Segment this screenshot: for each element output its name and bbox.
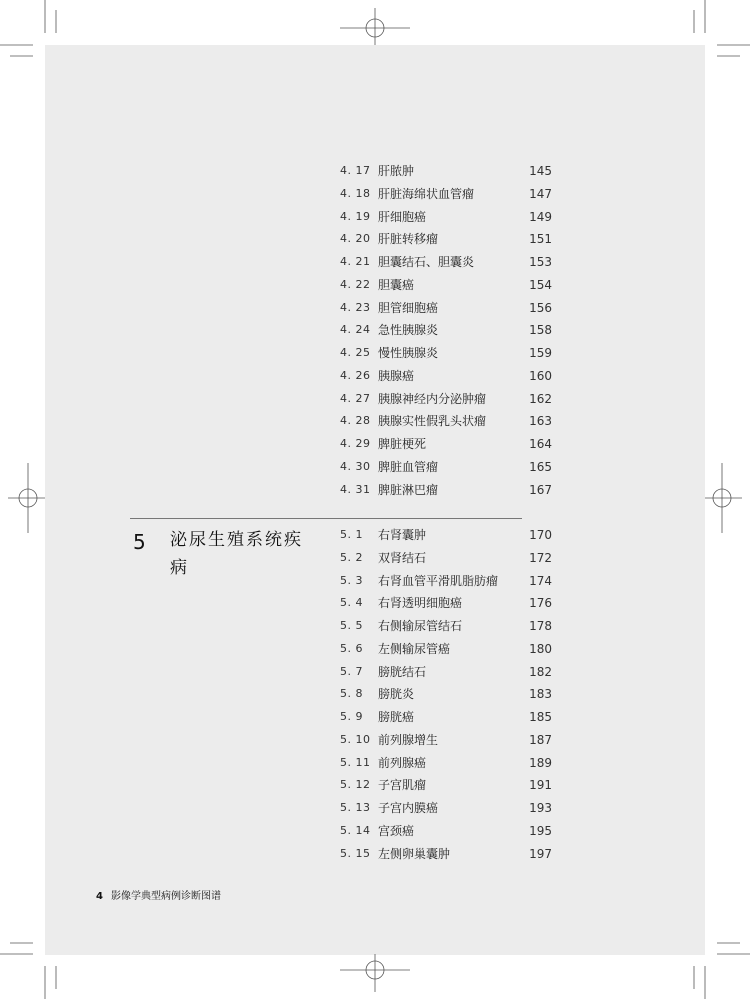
toc-entry-number: 5. 12 bbox=[340, 778, 371, 792]
toc-entry-page: 180 bbox=[529, 641, 552, 656]
toc-entry-number: 5. 5 bbox=[340, 619, 363, 632]
toc-entry-page: 187 bbox=[529, 732, 552, 747]
toc-entry-page: 176 bbox=[529, 596, 552, 611]
toc-entry-number: 4. 24 bbox=[340, 323, 371, 337]
toc-entry-title: 肝细胞癌 bbox=[378, 209, 427, 224]
toc-entry-number: 5. 2 bbox=[340, 550, 363, 564]
toc-entry-page: 172 bbox=[529, 550, 552, 565]
toc-entry-number: 4. 21 bbox=[340, 255, 371, 268]
toc-entry-title: 脾脏血管瘤 bbox=[378, 459, 439, 474]
toc-entry[interactable] bbox=[340, 434, 552, 454]
toc-entry-page: 197 bbox=[529, 846, 552, 861]
toc-entry[interactable] bbox=[340, 525, 552, 545]
toc-entry-number: 4. 29 bbox=[340, 437, 371, 450]
toc-entry[interactable] bbox=[340, 320, 552, 340]
toc-entry[interactable] bbox=[340, 229, 552, 249]
toc-entry-title: 脾脏淋巴瘤 bbox=[378, 482, 439, 497]
toc-entry-number: 5. 3 bbox=[340, 573, 363, 587]
toc-entry[interactable] bbox=[340, 480, 552, 500]
toc-entry-title: 胰腺实性假乳头状瘤 bbox=[378, 414, 487, 429]
toc-entry-number: 4. 20 bbox=[340, 232, 371, 246]
toc-entry[interactable] bbox=[340, 593, 552, 613]
toc-entry-title: 脾脏梗死 bbox=[378, 437, 427, 451]
toc-entry[interactable] bbox=[340, 343, 552, 363]
toc-entry-title: 双肾结石 bbox=[378, 550, 427, 565]
footer-book-title: 影像学典型病例诊断图谱 bbox=[110, 891, 221, 902]
toc-entry-number: 5. 9 bbox=[340, 710, 363, 723]
toc-entry-number: 4. 30 bbox=[340, 459, 371, 473]
toc-entry-number: 5. 8 bbox=[340, 687, 363, 701]
toc-entry-page: 165 bbox=[529, 459, 552, 474]
toc-entry[interactable] bbox=[340, 457, 552, 477]
toc-entry-title: 左侧输尿管癌 bbox=[378, 641, 451, 656]
toc-entry-page: 159 bbox=[529, 346, 552, 360]
toc-entry-page: 178 bbox=[529, 619, 552, 633]
toc-entry-page: 147 bbox=[529, 186, 552, 201]
toc-entry-number: 4. 18 bbox=[340, 186, 371, 200]
toc-entry[interactable] bbox=[340, 411, 552, 431]
toc-entry[interactable] bbox=[340, 298, 552, 318]
toc-entry-number: 4. 23 bbox=[340, 300, 371, 314]
toc-entry[interactable] bbox=[340, 366, 552, 386]
toc-entry-page: 174 bbox=[529, 573, 552, 588]
toc-entry-number: 4. 17 bbox=[340, 164, 371, 177]
toc-entry-number: 4. 28 bbox=[340, 414, 371, 428]
toc-entry-title: 膀胱结石 bbox=[378, 664, 427, 679]
page-footer bbox=[96, 891, 221, 903]
chapter-divider bbox=[130, 518, 522, 519]
toc-entry-title: 右肾囊肿 bbox=[378, 528, 427, 542]
toc-entry-title: 前列腺增生 bbox=[378, 732, 439, 747]
toc-entry-title: 胆管细胞癌 bbox=[378, 300, 439, 315]
toc-entry-number: 5. 11 bbox=[340, 755, 371, 769]
toc-entry-page: 145 bbox=[529, 164, 552, 178]
toc-entry-title: 胰腺神经内分泌肿瘤 bbox=[378, 391, 487, 406]
toc-entry-page: 151 bbox=[529, 232, 552, 247]
toc-entry[interactable] bbox=[340, 207, 552, 227]
toc-entry-title: 急性胰腺炎 bbox=[378, 323, 439, 338]
toc-entry-number: 4. 31 bbox=[340, 482, 371, 496]
toc-entry[interactable] bbox=[340, 821, 552, 841]
toc-entry-title: 宫颈癌 bbox=[378, 823, 415, 838]
toc-entry[interactable] bbox=[340, 389, 552, 409]
toc-entry-title: 右肾血管平滑肌脂肪瘤 bbox=[378, 573, 499, 588]
chapter-title: 泌尿生殖系统疾病 bbox=[170, 530, 303, 578]
toc-entry[interactable] bbox=[340, 548, 552, 568]
toc-entry[interactable] bbox=[340, 662, 552, 682]
toc-entry-title: 子宫内膜癌 bbox=[378, 801, 439, 815]
toc-entry-page: 183 bbox=[529, 687, 552, 702]
toc-entry-number: 4. 19 bbox=[340, 209, 371, 223]
toc-entry-title: 右侧输尿管结石 bbox=[378, 619, 463, 633]
toc-entry-number: 5. 14 bbox=[340, 823, 371, 837]
toc-entry-title: 肝脏海绵状血管瘤 bbox=[378, 186, 475, 201]
toc-entry[interactable] bbox=[340, 252, 552, 272]
toc-entry-page: 191 bbox=[529, 778, 552, 793]
toc-entry-page: 153 bbox=[529, 255, 552, 269]
toc-entry-page: 154 bbox=[529, 277, 552, 292]
toc-entry[interactable] bbox=[340, 707, 552, 727]
toc-entry-number: 5. 13 bbox=[340, 801, 371, 814]
toc-entry-page: 182 bbox=[529, 664, 552, 679]
toc-entry-number: 4. 26 bbox=[340, 368, 371, 382]
toc-entry[interactable] bbox=[340, 161, 552, 181]
toc-entry-title: 胰腺癌 bbox=[378, 368, 415, 383]
toc-entry[interactable] bbox=[340, 730, 552, 750]
toc-entry-page: 163 bbox=[529, 414, 552, 429]
toc-entry-title: 左侧卵巢囊肿 bbox=[378, 846, 451, 861]
toc-entry[interactable] bbox=[340, 639, 552, 659]
toc-entry-title: 慢性胰腺炎 bbox=[378, 346, 439, 360]
toc-entry-page: 195 bbox=[529, 823, 552, 838]
toc-entry[interactable] bbox=[340, 571, 552, 591]
toc-entry-title: 膀胱癌 bbox=[378, 710, 415, 724]
toc-entry[interactable] bbox=[340, 684, 552, 704]
toc-entry-title: 肝脏转移瘤 bbox=[378, 232, 439, 247]
toc-entry[interactable] bbox=[340, 798, 552, 818]
toc-entry-page: 164 bbox=[529, 437, 552, 451]
toc-entry[interactable] bbox=[340, 844, 552, 864]
toc-entry-number: 5. 6 bbox=[340, 641, 363, 655]
toc-entry-number: 4. 25 bbox=[340, 346, 371, 359]
toc-entry-number: 5. 7 bbox=[340, 664, 363, 678]
toc-entry-title: 前列腺癌 bbox=[378, 755, 427, 770]
toc-entry[interactable] bbox=[340, 275, 552, 295]
toc-entry-page: 160 bbox=[529, 368, 552, 383]
toc-entry-page: 158 bbox=[529, 323, 552, 338]
toc-entry-page: 193 bbox=[529, 801, 552, 815]
toc-entry-number: 5. 10 bbox=[340, 732, 371, 746]
toc-entry[interactable] bbox=[340, 775, 552, 795]
toc-entry-title: 胆囊癌 bbox=[378, 277, 415, 292]
toc-entry-page: 189 bbox=[529, 755, 552, 770]
toc-entry-number: 4. 22 bbox=[340, 277, 371, 291]
toc-entry-number: 5. 15 bbox=[340, 846, 371, 860]
toc-entry[interactable] bbox=[340, 616, 552, 636]
chapter-number: 5 bbox=[133, 530, 146, 554]
toc-entry-title: 膀胱炎 bbox=[378, 687, 415, 702]
toc-entry-title: 肝脓肿 bbox=[378, 164, 415, 178]
toc-entry-title: 子宫肌瘤 bbox=[378, 778, 427, 793]
toc-entry-page: 162 bbox=[529, 391, 552, 406]
toc-entry-number: 4. 27 bbox=[340, 391, 371, 405]
toc-entry-number: 5. 1 bbox=[340, 528, 363, 541]
toc-entry-page: 185 bbox=[529, 710, 552, 724]
toc-entry-page: 170 bbox=[529, 528, 552, 542]
toc-entry-page: 149 bbox=[529, 209, 552, 224]
toc-entry-number: 5. 4 bbox=[340, 596, 363, 610]
toc-entry-title: 胆囊结石、胆囊炎 bbox=[378, 255, 475, 269]
toc-entry[interactable] bbox=[340, 753, 552, 773]
footer-page-number: 4 bbox=[96, 891, 103, 902]
toc-entry-page: 156 bbox=[529, 300, 552, 315]
toc-entry-title: 右肾透明细胞癌 bbox=[378, 596, 463, 611]
toc-entry[interactable] bbox=[340, 184, 552, 204]
toc-entry-page: 167 bbox=[529, 482, 552, 497]
